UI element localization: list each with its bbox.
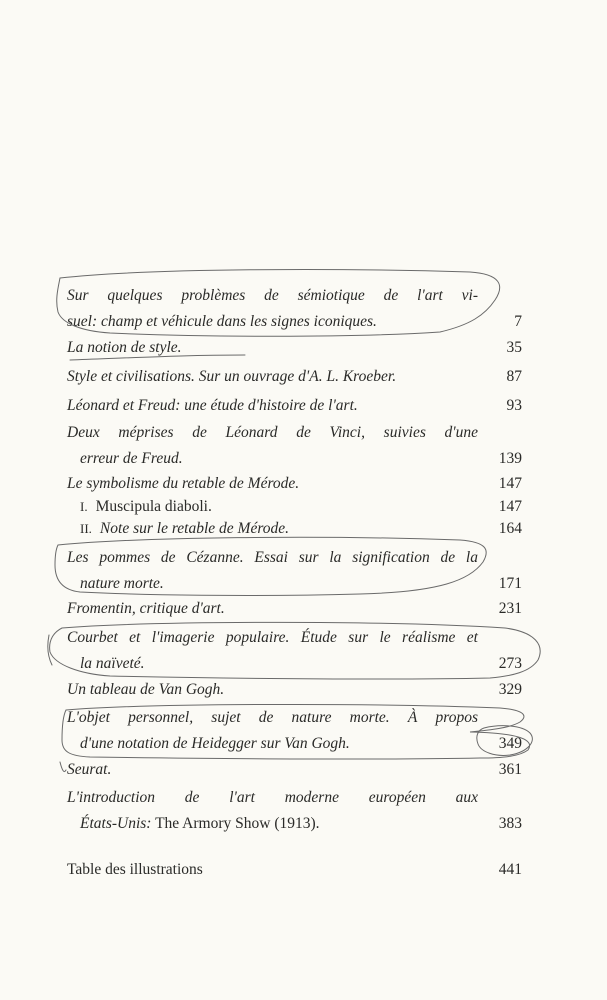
entry-title-line: Muscipula diaboli. (95, 498, 212, 515)
entry-title-line: L'objet personnel, sujet de nature morte. À propos (67, 709, 478, 726)
entry-title-line: Le symbolisme du retable de Mérode. (67, 475, 300, 492)
toc-entry (67, 283, 522, 335)
entry-title-fragment: États-Unis: (80, 815, 152, 832)
toc-entry (67, 545, 522, 597)
entry-title-line: Les pommes de Cézanne. Essai sur la signification de la (67, 549, 478, 566)
toc-entry (67, 677, 522, 703)
page-number: 273 (498, 655, 522, 672)
entry-title-line: suel: champ et véhicule dans les signes iconiques. (67, 313, 377, 330)
page-number: 147 (498, 498, 522, 515)
toc-entry (67, 393, 522, 419)
entry-title-line: Léonard et Freud: une étude d'histoire de l'art. (67, 397, 358, 414)
page-number: 93 (506, 397, 522, 414)
toc-entry (67, 757, 522, 783)
toc-entry (67, 364, 522, 390)
entry-title-line (67, 811, 522, 837)
page-number: 361 (498, 761, 522, 778)
entry-title-line: Seurat. (67, 761, 112, 778)
toc-entry (67, 625, 522, 677)
page-number: 171 (498, 575, 522, 592)
entry-title-line: la naïveté. (80, 655, 145, 672)
page-number: 383 (498, 815, 522, 832)
pencil-tick (60, 762, 66, 772)
roman-numeral: I. (80, 499, 88, 514)
entry-title-line: erreur de Freud. (80, 450, 183, 467)
page-number: 231 (498, 600, 522, 617)
page-number: 35 (506, 339, 522, 356)
entry-title-line: Style et civilisations. Sur un ouvrage d'A. L. Kroeber. (67, 368, 397, 385)
entry-title-line: L'introduction de l'art moderne européen aux (67, 789, 478, 806)
toc-entry (67, 420, 522, 472)
entry-title-line: La notion de style. (67, 339, 182, 356)
page-number: 139 (498, 450, 522, 467)
entry-title-line: Sur quelques problèmes de sémiotique de l'art vi- (67, 287, 478, 304)
entry-title-fragment-upright: The Armory Show (1913). (151, 815, 320, 832)
page-number: 87 (506, 368, 522, 385)
pencil-tick (48, 635, 52, 665)
entry-title-line: Courbet et l'imagerie populaire. Étude sur le réalisme et (67, 629, 478, 646)
entry-title-line: Un tableau de Van Gogh. (67, 681, 225, 698)
toc-subentry (67, 516, 522, 542)
toc-entry (67, 705, 522, 757)
subentry-line (67, 516, 522, 542)
toc-entry (67, 596, 522, 622)
page-number: 441 (498, 861, 522, 878)
page-number: 329 (498, 681, 522, 698)
entry-title-line: Fromentin, critique d'art. (67, 600, 225, 617)
toc-entry (67, 335, 522, 361)
toc-entry (67, 785, 522, 837)
page-number: 7 (514, 313, 522, 330)
page-number: 164 (498, 520, 522, 537)
page-number: 349 (498, 735, 522, 752)
page-number: 147 (498, 475, 522, 492)
entry-title-line: nature morte. (80, 575, 164, 592)
entry-title-line: Deux méprises de Léonard de Vinci, suivies d'une (67, 424, 478, 441)
entry-title-line: Note sur le retable de Mérode. (99, 520, 290, 537)
toc-entry (67, 857, 522, 883)
entry-title-line: d'une notation de Heidegger sur Van Gogh. (80, 735, 350, 752)
roman-numeral: II. (80, 521, 92, 536)
entry-title-line: Table des illustrations (67, 861, 203, 878)
